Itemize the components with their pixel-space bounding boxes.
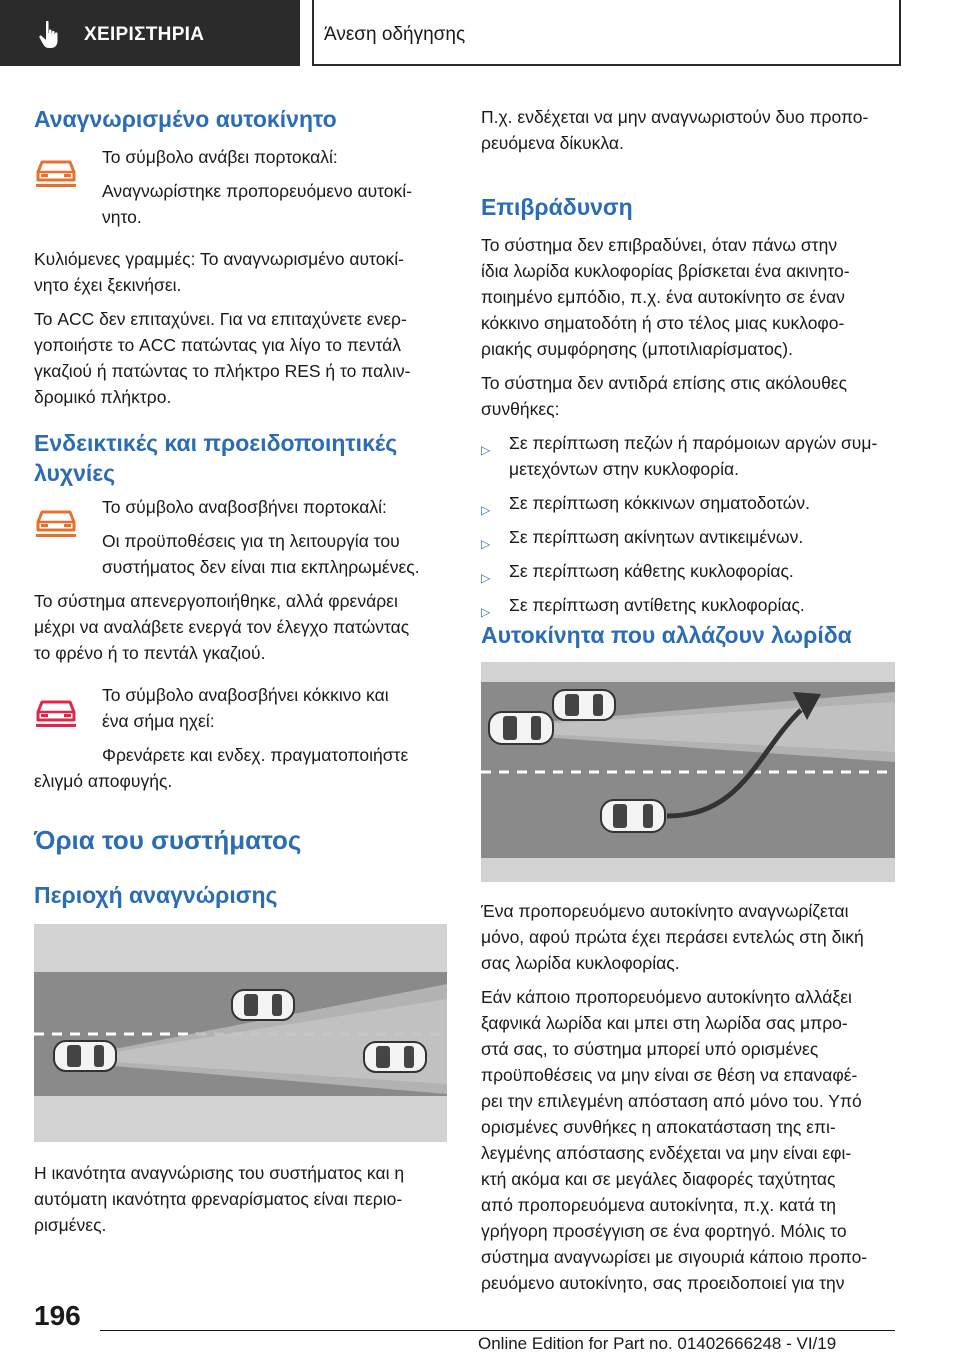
ego-car [54, 1041, 116, 1071]
car-front-icon [34, 698, 78, 728]
bullet-triangle-icon: ▷ [481, 503, 491, 517]
footer-edition: Online Edition for Part no. 01402666248 - VI/19 [478, 1334, 837, 1353]
heading-indicator-lights-2: λυχνίες [34, 460, 116, 486]
heading-detection-area: Περιοχή αναγνώρισης [34, 882, 278, 908]
symbol-orange-text: Το σύμβολο ανάβει πορτοκαλί: [102, 147, 338, 167]
symbol-red-text-1: Το σύμβολο αναβοσβήνει κόκκινο και [102, 685, 389, 705]
ego-car [489, 712, 553, 744]
heading-recognized-vehicle: Αναγνωρισμένο αυτοκίνητο [34, 106, 337, 132]
paragraph: Π.χ. ενδέχεται να μην αναγνωριστούν δυο προπο- [481, 107, 869, 127]
bullet-triangle-icon: ▷ [481, 537, 491, 551]
paragraph: αυτόματη ικανότητα φρεναρίσματος είναι περιο- [34, 1189, 403, 1209]
list-item: ▷ Σε περίπτωση ακίνητων αντικειμένων. [481, 524, 901, 550]
paragraph: Κυλιόμενες γραμμές: Το αναγνωρισμένο αυτοκί- [34, 249, 404, 269]
symbol-blink-desc-2: συστήματος δεν είναι πια εκπληρωμένες. [102, 557, 420, 577]
page-header [0, 0, 960, 66]
paragraph: ποιημένο εμπόδιο, π.χ. ένα αυτοκίνητο σε έναν [481, 287, 845, 307]
heading-lane-change: Αυτοκίνητα που αλλάζουν λωρίδα [481, 622, 852, 648]
car-front-icon [34, 508, 78, 538]
paragraph: νητο έχει ξεκινήσει. [34, 275, 182, 295]
page-number: 196 [34, 1300, 81, 1331]
paragraph: γκαζιού ή πατώντας το πλήκτρο RES ή το παλιν- [34, 361, 411, 381]
paragraph: ξαφνικά λωρίδα και μπει στη λωρίδα σας μπρο- [481, 1013, 848, 1033]
paragraph: το φρένο ή το πεντάλ γκαζιού. [34, 643, 266, 663]
paragraph: Η ικανότητα αναγνώρισης του συστήματος και η [34, 1163, 405, 1183]
paragraph: Το σύστημα δεν αντιδρά επίσης στις ακόλουθες [481, 373, 848, 393]
section-tab [0, 0, 300, 66]
symbol-red-desc-2: ελιγμό αποφυγής. [34, 771, 173, 791]
list-item: ▷ Σε περίπτωση αντίθετης κυκλοφορίας. [481, 592, 901, 618]
paragraph: Το σύστημα δεν επιβραδύνει, όταν πάνω στην [481, 235, 838, 255]
paragraph: ίδια λωρίδα κυκλοφορίας βρίσκεται ένα ακινητο- [481, 261, 850, 281]
lane-change-illustration [481, 662, 895, 882]
paragraph: σας λωρίδα κυκλοφορίας. [481, 953, 680, 973]
heading-deceleration: Επιβράδυνση [481, 194, 633, 220]
chapter-title: Άνεση οδήγησης [324, 24, 466, 45]
paragraph: κτή ακόμα και σε μεγάλες διαφορές ταχύτητας [481, 1169, 836, 1189]
heading-indicator-lights: Ενδεικτικές και προειδοποιητικές [34, 430, 398, 456]
paragraph: λεγμένης απόστασης ενδέχεται να μην είναι εφι- [481, 1143, 852, 1163]
symbol-orange-desc-1: Αναγνωρίστηκε προπορευόμενο αυτοκί- [102, 181, 413, 201]
paragraph: στά σας, το σύστημα μπορεί υπό ορισμένες [481, 1039, 819, 1059]
list-item: ▷ Σε περίπτωση κόκκινων σηματοδοτών. [481, 490, 901, 516]
list-item: ▷ Σε περίπτωση πεζών ή παρόμοιων αργών συμ- μετεχόντων στην κυκλοφορία. [481, 433, 878, 479]
paragraph: συνθήκες: [481, 399, 560, 419]
symbol-blink-desc-1: Οι προϋποθέσεις για τη λειτουργία του [102, 531, 400, 551]
paragraph: δρομικό πλήκτρο. [34, 387, 172, 407]
list-item: ▷ Σε περίπτωση κάθετης κυκλοφορίας. [481, 558, 901, 584]
heading-system-limits: Όρια του συστήματος [34, 825, 302, 855]
paragraph: Το ACC δεν επιταχύνει. Για να επιταχύνετε ενερ- [34, 309, 407, 329]
paragraph: γρήγορη προσέγγιση σε ένα φορτηγό. Μόλις το [481, 1221, 847, 1241]
bullet-triangle-icon: ▷ [481, 605, 491, 619]
paragraph: Το σύστημα απενεργοποιήθηκε, αλλά φρενάρει [34, 591, 398, 611]
paragraph: ρει την επιλεγμένη απόσταση από μόνο του. Υπό [481, 1091, 862, 1111]
bullet-triangle-icon: ▷ [481, 443, 491, 457]
paragraph: γοποιήστε το ACC πατώντας για λίγο το πεντάλ [34, 335, 401, 355]
paragraph: Εάν κάποιο προπορευόμενο αυτοκίνητο αλλάξει [481, 987, 852, 1007]
symbol-red-text-2: ένα σήμα ηχεί: [102, 711, 215, 731]
paragraph: ρισμένες. [34, 1215, 107, 1235]
paragraph: προϋποθέσεις να μην είναι σε θέση να επαναφέ- [481, 1065, 858, 1085]
paragraph: ορισμένες συνθήκες η αποκατάσταση της επι- [481, 1117, 836, 1137]
paragraph: ριακής συμφόρησης (μποτιλιαρίσματος). [481, 339, 793, 359]
detected-car [364, 1042, 426, 1072]
leading-car [553, 690, 615, 720]
paragraph: μέχρι να αναλάβετε ενεργά τον έλεγχο πατώντας [34, 617, 410, 637]
car-front-icon [34, 158, 78, 188]
section-title: ΧΕΙΡΙΣΤΗΡΙΑ [84, 24, 205, 45]
bullet-triangle-icon: ▷ [481, 571, 491, 585]
paragraph: σύστημα αναγνωρίσει με σιγουριά κάποιο προπο- [481, 1247, 868, 1267]
chapter-box [312, 0, 901, 66]
symbol-red-desc: Φρενάρετε και ενδεχ. πραγματοποιήστε [102, 745, 409, 765]
detected-car [232, 990, 294, 1020]
hand-pointer-icon [38, 20, 62, 50]
footer-divider [100, 1330, 895, 1331]
paragraph: μόνο, αφού πρώτα έχει περάσει εντελώς στη δική [481, 927, 864, 947]
lane-changing-car [601, 800, 665, 832]
paragraph: ρευόμενο αυτοκίνητο, σας προειδοποιεί για την [481, 1273, 845, 1293]
paragraph: Ένα προπορευόμενο αυτοκίνητο αναγνωρίζεται [481, 901, 849, 921]
symbol-blink-text: Το σύμβολο αναβοσβήνει πορτοκαλί: [102, 497, 387, 517]
paragraph: κόκκινο σηματοδότη ή στο τέλος μιας κυκλοφο- [481, 313, 845, 333]
symbol-orange-desc-2: νητο. [102, 207, 142, 227]
detection-area-illustration [34, 924, 447, 1142]
paragraph: από προπορευόμενα αυτοκίνητα, π.χ. κατά τη [481, 1195, 837, 1215]
paragraph: ρευόμενα δίκυκλα. [481, 133, 624, 153]
